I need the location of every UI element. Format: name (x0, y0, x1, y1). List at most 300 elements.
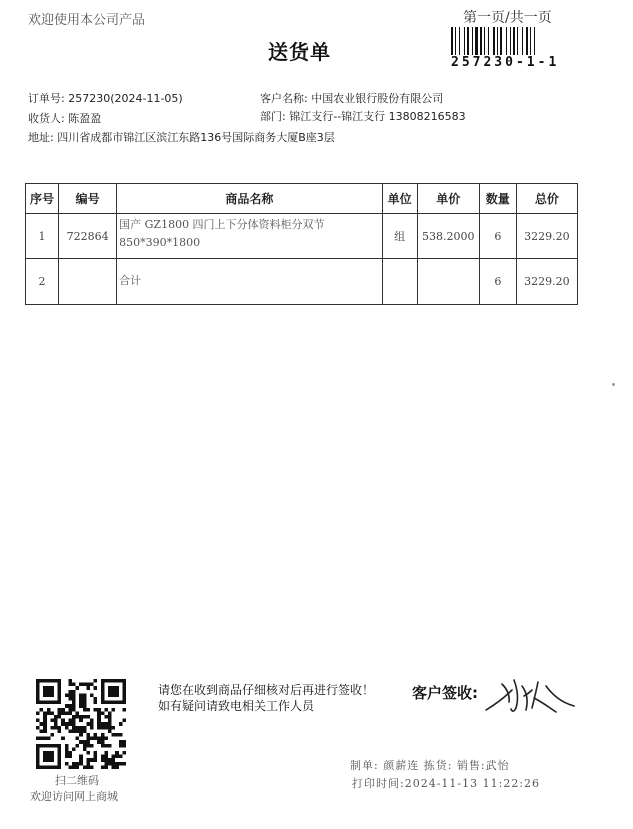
qr-module (119, 762, 123, 766)
qr-module (43, 755, 47, 759)
qr-module (97, 722, 101, 726)
qr-code-label: 扫二维码 (55, 774, 99, 787)
qr-code (34, 679, 128, 769)
qr-module (101, 711, 105, 715)
qr-module (90, 737, 94, 741)
qr-module (36, 683, 40, 687)
barcode-bar (472, 27, 473, 55)
qr-module (94, 697, 98, 701)
qr-module (83, 708, 87, 712)
qr-module (40, 765, 44, 769)
qr-module (90, 726, 94, 730)
qr-module (119, 744, 123, 748)
qr-module (54, 701, 58, 705)
qr-module (104, 701, 108, 705)
qr-module (50, 690, 54, 694)
qr-module (115, 755, 119, 759)
qr-module (79, 726, 83, 730)
items-table (25, 183, 578, 305)
customer-label: 客户名称: (260, 92, 308, 105)
qr-module (104, 737, 108, 741)
qr-module (68, 708, 72, 712)
qr-module (122, 693, 126, 697)
qr-module (101, 701, 105, 705)
qr-module (68, 683, 72, 687)
qr-module (119, 722, 123, 726)
qr-module (101, 765, 105, 769)
qr-module (122, 762, 126, 766)
qr-module (101, 755, 105, 759)
qr-module (101, 726, 105, 730)
qr-module (72, 762, 76, 766)
qr-module (97, 711, 101, 715)
qr-module (122, 751, 126, 755)
qr-module (72, 690, 76, 694)
qr-module (68, 704, 72, 708)
barcode-bar (488, 27, 489, 55)
qr-module (83, 697, 87, 701)
qr-module (94, 686, 98, 690)
qr-module (119, 701, 123, 705)
qr-module (65, 744, 69, 748)
qr-module (76, 744, 80, 748)
qr-module (101, 686, 105, 690)
qr-module (104, 708, 108, 712)
qr-module (65, 693, 69, 697)
qr-module (36, 719, 40, 723)
qr-module (58, 701, 62, 705)
qr-module (108, 715, 112, 719)
header-unit-price: 单价 (417, 184, 479, 214)
qr-module (104, 762, 108, 766)
barcode-bar (475, 27, 478, 55)
print-time: 打印时间:2024-11-13 11:22:26 (352, 777, 541, 790)
qr-module (40, 737, 44, 741)
qr-module (119, 755, 123, 759)
cell-unit-price: 538.2000 (417, 214, 479, 259)
qr-module (36, 744, 40, 748)
qr-module (104, 744, 108, 748)
cell-seq: 2 (26, 259, 59, 305)
qr-module (43, 693, 47, 697)
qr-module (108, 693, 112, 697)
qr-module (43, 679, 47, 683)
qr-module (108, 690, 112, 694)
qr-module (36, 747, 40, 751)
qr-module (47, 758, 51, 762)
qr-module (112, 762, 116, 766)
qr-module (112, 690, 116, 694)
qr-module (122, 701, 126, 705)
qr-module (58, 747, 62, 751)
qr-module (58, 726, 62, 730)
qr-module (54, 715, 58, 719)
qr-module (101, 722, 105, 726)
qr-module (36, 762, 40, 766)
qr-module (122, 686, 126, 690)
qr-module (79, 733, 83, 737)
qr-module (47, 744, 51, 748)
barcode-bar (467, 27, 469, 55)
qr-module (101, 744, 105, 748)
qr-module (86, 765, 90, 769)
qr-module (108, 758, 112, 762)
qr-module (83, 747, 87, 751)
qr-module (72, 765, 76, 769)
qr-module (90, 693, 94, 697)
qr-module (50, 701, 54, 705)
barcode-bar (506, 27, 507, 55)
qr-module (36, 755, 40, 759)
qr-module (79, 755, 83, 759)
customer-field (260, 90, 443, 106)
qr-module (122, 679, 126, 683)
barcode-bar (517, 27, 518, 55)
qr-module (58, 729, 62, 733)
barcode-bar (451, 27, 453, 55)
customer-value: 中国农业银行股份有限公司 (311, 92, 444, 105)
cell-quantity: 6 (479, 259, 516, 305)
qr-module (58, 751, 62, 755)
qr-module (68, 679, 72, 683)
barcode-bar (484, 27, 485, 55)
qr-module (122, 740, 126, 744)
qr-module (50, 765, 54, 769)
qr-module (72, 693, 76, 697)
qr-module (86, 686, 90, 690)
qr-module (83, 765, 87, 769)
qr-module (101, 740, 105, 744)
barcode-bar (500, 27, 502, 55)
qr-module (79, 701, 83, 705)
department-label: 部门: (260, 110, 286, 123)
qr-module (94, 733, 98, 737)
qr-module (76, 765, 80, 769)
qr-module (58, 690, 62, 694)
qr-module (58, 679, 62, 683)
qr-module (58, 755, 62, 759)
qr-module (61, 737, 65, 741)
table-header-row (26, 184, 578, 214)
qr-module (65, 762, 69, 766)
qr-module (68, 755, 72, 759)
qr-module (97, 715, 101, 719)
qr-module (104, 715, 108, 719)
qr-module (36, 711, 40, 715)
qr-module (90, 683, 94, 687)
qr-module (94, 701, 98, 705)
qr-module (40, 744, 44, 748)
qr-module (83, 683, 87, 687)
qr-module (76, 711, 80, 715)
signing-notice: 请您在收到商品仔细核对后再进行签收！如有疑问请致电相关工作人员 (158, 683, 375, 713)
qr-module (108, 762, 112, 766)
qr-module (43, 686, 47, 690)
qr-module (97, 708, 101, 712)
qr-module (104, 722, 108, 726)
qr-module (43, 711, 47, 715)
qr-module (43, 765, 47, 769)
qr-module (108, 744, 112, 748)
department-value: 锦江支行--锦江支行 13808216583 (289, 110, 466, 123)
qr-module (108, 722, 112, 726)
qr-module (36, 726, 40, 730)
qr-module (122, 744, 126, 748)
qr-module (90, 758, 94, 762)
qr-module (108, 726, 112, 730)
qr-module (79, 693, 83, 697)
qr-module (79, 729, 83, 733)
qr-module (112, 686, 116, 690)
qr-module (83, 740, 87, 744)
qr-module (101, 693, 105, 697)
qr-module (72, 697, 76, 701)
qr-module (104, 751, 108, 755)
qr-module (83, 744, 87, 748)
qr-module (58, 711, 62, 715)
qr-module (68, 765, 72, 769)
qr-module (43, 744, 47, 748)
order-number-field (28, 90, 183, 106)
barcode-bar (497, 27, 498, 55)
qr-module (36, 690, 40, 694)
qr-module (115, 701, 119, 705)
qr-module (104, 758, 108, 762)
qr-module (86, 744, 90, 748)
qr-module (40, 679, 44, 683)
qr-module (43, 729, 47, 733)
qr-module (108, 719, 112, 723)
qr-module (61, 708, 65, 712)
qr-module (72, 722, 76, 726)
qr-module (47, 686, 51, 690)
qr-module (94, 758, 98, 762)
qr-module (76, 737, 80, 741)
qr-module (112, 726, 116, 730)
cell-total: 3229.20 (516, 259, 577, 305)
qr-module (76, 715, 80, 719)
qr-module (90, 719, 94, 723)
qr-module (83, 693, 87, 697)
qr-module (58, 762, 62, 766)
qr-module (83, 704, 87, 708)
qr-module (58, 715, 62, 719)
address-label: 地址: (28, 131, 54, 144)
qr-module (47, 679, 51, 683)
department-field (260, 108, 466, 124)
order-number-value: 257230(2024-11-05) (68, 92, 183, 105)
qr-module (54, 744, 58, 748)
qr-module (76, 729, 80, 733)
qr-module (108, 729, 112, 733)
qr-module (86, 762, 90, 766)
qr-module (68, 693, 72, 697)
qr-module (83, 729, 87, 733)
qr-module (83, 701, 87, 705)
qr-module (36, 737, 40, 741)
qr-module (79, 719, 83, 723)
address-field (28, 129, 335, 145)
qr-module (86, 722, 90, 726)
qr-module (68, 751, 72, 755)
header-code: 编号 (59, 184, 117, 214)
barcode-number: 257230-1-1 (451, 55, 560, 70)
qr-module (76, 726, 80, 730)
cell-unit (382, 259, 417, 305)
qr-module (40, 708, 44, 712)
cell-product-name (117, 259, 382, 305)
receiver-field (28, 110, 101, 126)
qr-module (122, 708, 126, 712)
qr-module (58, 697, 62, 701)
qr-module (76, 762, 80, 766)
qr-module (115, 690, 119, 694)
qr-module (86, 737, 90, 741)
table-row (26, 259, 578, 305)
cell-seq: 1 (26, 214, 59, 259)
header-seq: 序号 (26, 184, 59, 214)
product-name-line1: 合计 (119, 274, 142, 287)
page-info: 第一页/共一页 (463, 10, 552, 26)
qr-module (90, 765, 94, 769)
qr-module (68, 697, 72, 701)
qr-module (58, 693, 62, 697)
qr-module (36, 758, 40, 762)
qr-module (104, 755, 108, 759)
receiver-label: 收货人: (28, 112, 65, 125)
barcode-bar (493, 27, 495, 55)
qr-module (40, 722, 44, 726)
qr-module (36, 697, 40, 701)
qr-module (50, 733, 54, 737)
qr-module (112, 733, 116, 737)
qr-module (83, 726, 87, 730)
qr-module (65, 755, 69, 759)
qr-module (86, 733, 90, 737)
customer-signature-label: 客户签收: (412, 684, 478, 702)
qr-module (47, 751, 51, 755)
order-number-label: 订单号: (28, 92, 65, 105)
qr-module (86, 751, 90, 755)
barcode-bar (513, 27, 515, 55)
welcome-text: 欢迎使用本公司产品 (28, 13, 146, 28)
qr-module (90, 744, 94, 748)
qr-module (47, 690, 51, 694)
speck-mark (612, 383, 615, 386)
qr-module (86, 683, 90, 687)
qr-module (36, 679, 40, 683)
qr-module (43, 722, 47, 726)
qr-module (97, 740, 101, 744)
qr-module (40, 729, 44, 733)
qr-module (65, 751, 69, 755)
qr-module (50, 751, 54, 755)
qr-module (68, 690, 72, 694)
qr-module (72, 683, 76, 687)
online-shop-label: 欢迎访问网上商城 (30, 790, 118, 803)
qr-module (43, 737, 47, 741)
qr-module (86, 715, 90, 719)
qr-module (79, 704, 83, 708)
qr-module (122, 690, 126, 694)
qr-module (50, 679, 54, 683)
header-quantity: 数量 (479, 184, 516, 214)
qr-module (50, 758, 54, 762)
barcode-bar (459, 27, 460, 55)
qr-module (94, 679, 98, 683)
qr-module (65, 704, 69, 708)
barcode-bar (455, 27, 456, 55)
qr-module (36, 765, 40, 769)
qr-module (47, 737, 51, 741)
qr-module (47, 701, 51, 705)
qr-module (68, 719, 72, 723)
qr-module (72, 715, 76, 719)
receiver-value: 陈盈盈 (68, 112, 102, 125)
cell-product-name (117, 214, 382, 259)
qr-module (83, 715, 87, 719)
qr-module (104, 726, 108, 730)
qr-module (94, 755, 98, 759)
qr-module (68, 722, 72, 726)
qr-module (43, 719, 47, 723)
qr-module (79, 762, 83, 766)
qr-module (86, 740, 90, 744)
qr-module (86, 758, 90, 762)
qr-module (58, 765, 62, 769)
qr-module (72, 747, 76, 751)
qr-module (112, 755, 116, 759)
handwritten-signature (482, 672, 584, 720)
qr-module (76, 686, 80, 690)
qr-module (122, 683, 126, 687)
qr-module (108, 701, 112, 705)
address-value: 四川省成都市锦江区滨江东路136号国际商务大厦B座3层 (57, 131, 335, 144)
qr-module (65, 726, 69, 730)
qr-module (68, 711, 72, 715)
qr-module (43, 715, 47, 719)
qr-module (79, 740, 83, 744)
maker-info: 制单: 颜薪连 拣货: 销售:武怡 (350, 759, 510, 772)
qr-module (54, 726, 58, 730)
qr-module (50, 744, 54, 748)
qr-module (65, 722, 69, 726)
barcode-bar (480, 27, 482, 55)
qr-module (86, 708, 90, 712)
qr-module (115, 679, 119, 683)
qr-module (101, 697, 105, 701)
qr-module (115, 733, 119, 737)
qr-module (65, 711, 69, 715)
qr-module (61, 719, 65, 723)
qr-module (43, 726, 47, 730)
header-total: 总价 (516, 184, 577, 214)
qr-module (72, 719, 76, 723)
qr-module (108, 686, 112, 690)
barcode-bar (510, 27, 511, 55)
qr-module (115, 693, 119, 697)
qr-module (104, 679, 108, 683)
barcode-bar (530, 27, 531, 55)
header-unit: 单位 (382, 184, 417, 214)
qr-module (115, 751, 119, 755)
qr-module (50, 755, 54, 759)
cell-unit-price (417, 259, 479, 305)
cell-quantity: 6 (479, 214, 516, 259)
qr-module (72, 729, 76, 733)
qr-module (47, 755, 51, 759)
qr-module (119, 740, 123, 744)
